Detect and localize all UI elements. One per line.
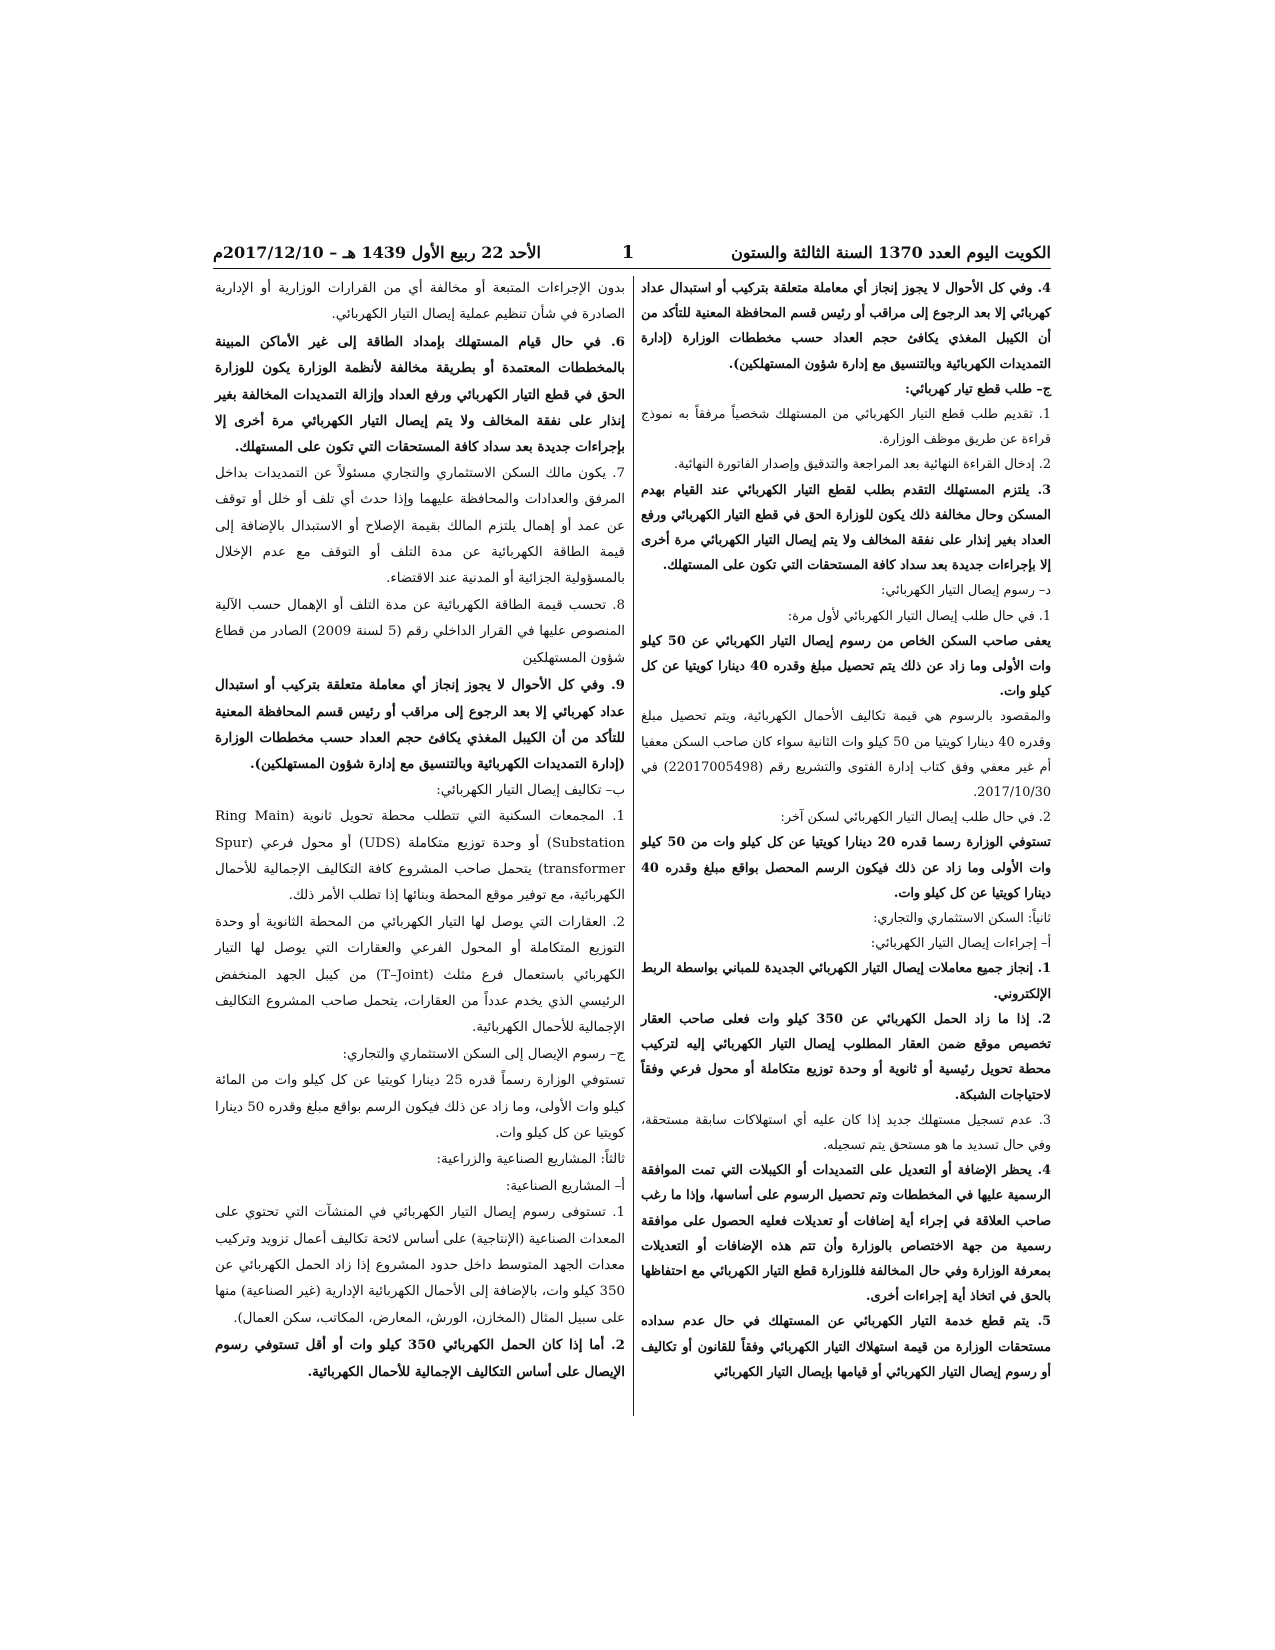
paragraph: تستوفي الوزارة رسما قدره 20 دينارا كويتيا عن كل كيلو وات من 50 كيلو وات الأولى وما زاد عن ذلك فيكون الرسم المحصل بواقع مبلغ وقدره 40 دينارا كويتيا عن كل كيلو وات. [641,835,1051,901]
paragraph: 7. يكون مالك السكن الاستثماري والتجاري مسئولاً عن التمديدات بداخل المرفق والعدادات والمحافظة عليهما وإذا حدث أي تلف أو خلل أو توقف عن عمد أو إهمال يلتزم المالك بقيمة الإصلاح أو الاستبدال بالإضافة إلى قيمة الطاقة الكهربائية عن مدة التلف أو التوقف مع عدم الإخلال بالمسؤولية الجزائية أو المدنية عند الاقتضاء. [215,465,625,587]
paragraph: 1. تقديم طلب قطع التيار الكهربائي من المستهلك شخصياً مرفقاً به نموذج قراءة عن طريق موظف الوزارة. [641,407,1051,448]
paragraph: بدون الإجراءات المتبعة أو مخالفة أي من القرارات الوزارية أو الإدارية الصادرة في شأن تنظيم عملية إيصال التيار الكهربائي. [215,281,625,323]
paragraph: 2. العقارات التي يوصل لها التيار الكهربائي من المحطة الثانوية أو وحدة التوزيع المتكاملة أو المحول الفرعي والعقارات التي يوصل لها التيار الكهربائي باستعمال فرع مثلث (T–Joint) من كيبل الجهد المنخفض الرئيسي الذي يخدم عدداً من العقارات، يتحمل صاحب المشروع التكاليف الإجمالية للأحمال الكهربائية. [215,914,626,1036]
paragraph: 1. المجمعات السكنية التي تتطلب محطة تحويل ثانوية (Ring Main Substation) أو وحدة توزيع متكاملة (UDS) أو محول فرعي (Spur transformer) يتحمل صاحب المشروع كافة التكاليف الإجمالية للأحمال الكهربائية، مع توفير موقع المحطة وبنائها إذا تطلب الأمر ذلك. [215,809,626,904]
section-heading: أ– المشاريع الصناعية: [505,1178,625,1194]
page-number: 1 [621,242,635,263]
left-column [215,276,625,1385]
paragraph: والمقصود بالرسوم هي قيمة تكاليف الأحمال الكهربائية، ويتم تحصيل مبلغ وقدره 40 دينارا كويتيا من 50 كيلو وات الثانية سواء كان صاحب السكن معفيا أم غير معفي وفق كتاب إدارة الفتوى والتشريع رقم (22017005498) في 2017/10/30. [641,709,1052,801]
section-heading: أ– إجراءات إيصال التيار الكهربائي: [870,936,1051,952]
paragraph: 1. إنجاز جميع معاملات إيصال التيار الكهربائي الجديدة للمباني بواسطة الربط الإلكتروني. [641,961,1051,1002]
column-divider [633,276,634,1416]
paragraph: 3. يلتزم المستهلك التقدم بطلب لقطع التيار الكهربائي عند القيام بهدم المسكن وحال مخالفة ذلك يكون للوزارة الحق في قطع التيار الكهربائي ورفع العداد بغير إنذار على نفقة المخالف ولا يتم إيصال التيار الكهربائي مرة أخرى إلا بإجراءات جديدة بعد سداد كافة المستحقات التي تكون على المستهلك. [641,482,1051,574]
paragraph: 5. يتم قطع خدمة التيار الكهربائي عن المستهلك في حال عدم سداده مستحقات الوزارة من قيمة استهلاك التيار الكهربائي وفقاً للقانون أو تكاليف أو رسوم إيصال التيار الكهربائي أو قيامها بإيصال التيار الكهربائي [641,1314,1051,1380]
section-heading: ثانياً: السكن الاستثماري والتجاري: [873,911,1051,927]
paragraph: 8. تحسب قيمة الطاقة الكهربائية عن مدة التلف أو الإهمال حسب الآلية المنصوص عليها في القرار الداخلي رقم (5 لسنة 2009) الصادر من قطاع شؤون المستهلكين [215,597,625,666]
paragraph: 2. أما إذا كان الحمل الكهربائي 350 كيلو وات أو أقل تستوفي رسوم الإيصال على أساس التكاليف الإجمالية للأحمال الكهربائية. [215,1337,625,1380]
paragraph: 3. عدم تسجيل مستهلك جديد إذا كان عليه أي استهلاكات سابقة مستحقة، وفي حال تسديد ما هو مستحق يتم تسجيله. [641,1112,1051,1153]
section-heading: د– رسوم إيصال التيار الكهربائي: [881,583,1051,599]
paragraph: 6. في حال قيام المستهلك بإمداد الطاقة إلى غير الأماكن المبينة بالمخططات المعتمدة أو بطريقة مخالفة لأنظمة الوزارة يكون للوزارة الحق في قطع التيار الكهربائي ورفع العداد وإزالة التمديدات المخالفة بغير إنذار على نفقة المخالف ولا يتم إيصال التيار الكهربائي مرة أخرى إلا بإجراءات جديدة بعد سداد كافة المستحقات التي تكون على المستهلك. [215,333,625,456]
section-heading: ج– طلب قطع تيار كهربائي: [905,381,1051,397]
paragraph: 1. في حال طلب إيصال التيار الكهربائي لأول مرة: [787,608,1051,624]
paragraph: 4. يحظر الإضافة أو التعديل على التمديدات أو الكيبلات التي تمت الموافقة الرسمية عليها في المخططات وتم تحصيل الرسوم على أساسها، وإذا ما رغب صاحب العلاقة في إجراء أية إضافات أو تعديلات فعليه الحصول على موافقة رسمية من جهة الاختصاص بالوزارة وأن تتم هذه الإضافات أو التعديلات بمعرفة الوزارة وفي حال المخالفة فللوزارة قطع التيار الكهربائي مع احتفاظها بالحق في اتخاذ أية إجراءات أخرى. [641,1163,1051,1305]
paragraph: 2. إذا ما زاد الحمل الكهربائي عن 350 كيلو وات فعلى صاحب العقار تخصيص موقع ضمن العقار المطلوب إيصال التيار الكهربائي إليه لتركيب محطة تحويل رئيسية أو ثانوية أو وحدة توزيع متكاملة أو محول فرعي وفقاً لاحتياجات الشبكة. [641,1011,1051,1103]
paragraph: 1. تستوفى رسوم إيصال التيار الكهربائي في المنشآت التي تحتوي على المعدات الصناعية (الإنتاجية) على أساس لائحة تكاليف أعمال تزويد وتركيب معدات الجهد المتوسط داخل حدود المشروع إذا زاد الحمل الكهربائي عن 350 كيلو وات، بالإضافة إلى الأحمال الكهربائية الإدارية (غير الصناعية) منها على سبيل المثال (المخازن، الورش، المعارض، المكاتب، سكن العمال). [215,1205,625,1326]
journal-issue-label: الكويت اليوم العدد 1370 السنة الثالثة والستون [731,243,1051,262]
section-heading: ج– رسوم الإيصال إلى السكن الاستثماري والتجاري: [342,1046,625,1062]
page-header [213,242,1051,269]
paragraph: تستوفي الوزارة رسماً قدره 25 دينارا كويتيا عن كل كيلو وات من المائة كيلو وات الأولى، وما زاد عن ذلك فيكون الرسم بواقع مبلغ وقدره 50 دينارا كويتيا عن كل كيلو وات. [215,1073,625,1141]
section-heading: ثالثاً: المشاريع الصناعية والزراعية: [436,1152,625,1168]
section-heading: ب– تكاليف إيصال التيار الكهربائي: [436,782,625,798]
paragraph: 2. في حال طلب إيصال التيار الكهربائي لسكن آخر: [780,810,1051,826]
paragraph: يعفى صاحب السكن الخاص من رسوم إيصال التيار الكهربائي عن 50 كيلو وات الأولى وما زاد عن ذلك يتم تحصيل مبلغ وقدره 40 دينارا كويتيا عن كل كيلو وات. [641,633,1052,700]
right-column [641,276,1051,1385]
paragraph: 9. وفي كل الأحوال لا يجوز إنجاز أي معاملة متعلقة بتركيب أو استبدال عداد كهربائي إلا بعد الرجوع إلى مراقب أو رئيس قسم المحافظة المعنية للتأكد من أن الكيبل المغذي يكافئ حجم العداد حسب مخططات الوزارة (إدارة التمديدات الكهربائية وبالتنسيق مع إدارة شؤون المستهلكين). [215,677,625,773]
issue-date: الأحد 22 ربيع الأول 1439 هـ – 2017/12/10م [213,243,541,262]
paragraph: 4. وفي كل الأحوال لا يجوز إنجاز أي معاملة متعلقة بتركيب أو استبدال عداد كهربائي إلا بعد الرجوع إلى مراقب أو رئيس قسم المحافظة المعنية للتأكد من أن الكيبل المغذي يكافئ حجم العداد حسب مخططات الوزارة (إدارة التمديدات الكهربائية وبالتنسيق مع إدارة شؤون المستهلكين). [641,281,1051,372]
paragraph: 2. إدخال القراءة النهائية بعد المراجعة والتدقيق وإصدار الفاتورة النهائية. [674,457,1051,473]
